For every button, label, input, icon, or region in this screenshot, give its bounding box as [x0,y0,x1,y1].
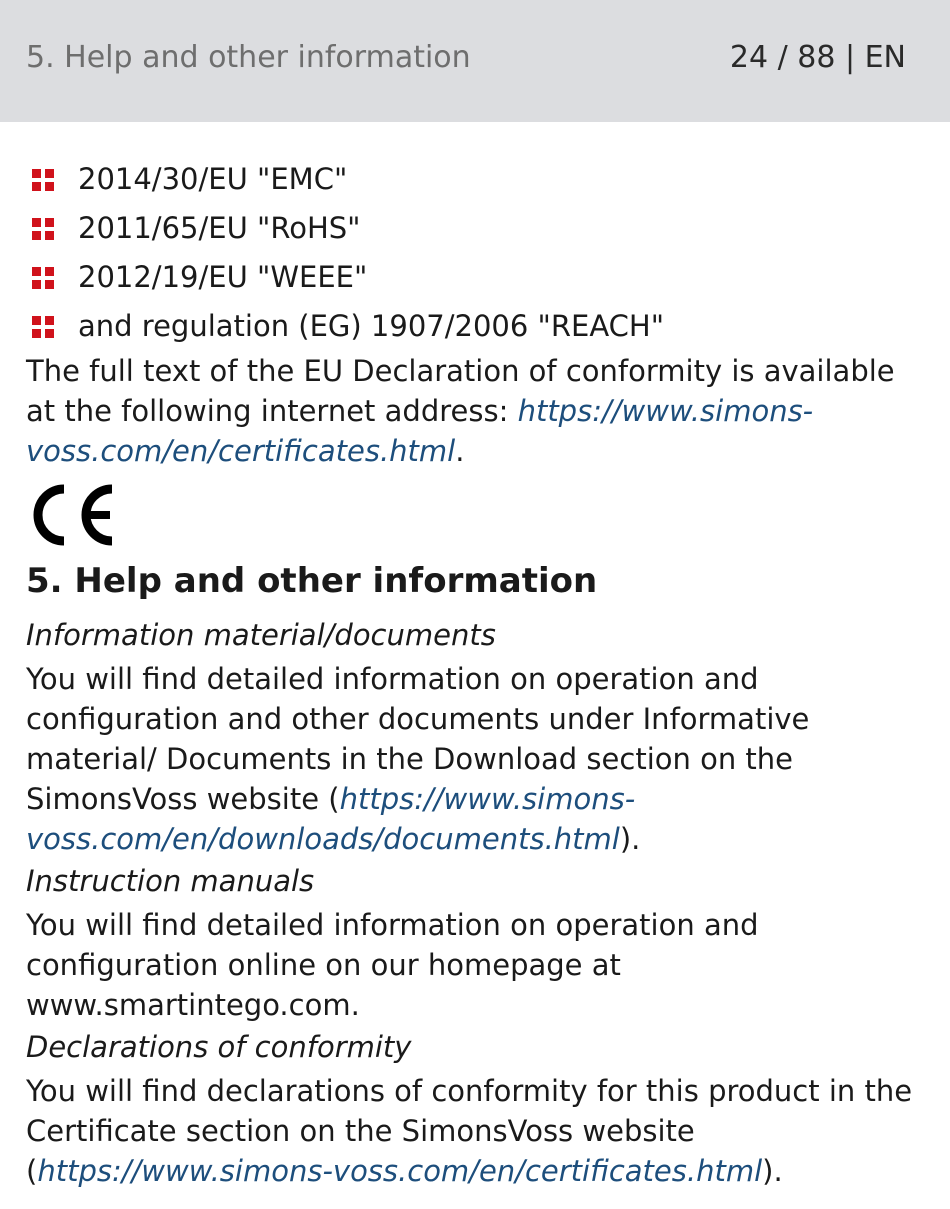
bullet-icon [32,316,54,338]
paragraph-text: You will find declarations of conformity for this product in the Certificate section on the SimonsVoss website ( [26,1074,913,1188]
bullet-icon [32,218,54,240]
paragraph-text: . [455,434,465,468]
downloads-link[interactable]: https://www.simons-voss.com/en/downloads/documents.html [26,782,636,856]
running-section-title: 5. Help and other information [26,40,471,75]
certificates-link[interactable]: https://www.simons-voss.com/en/certificates.html [26,394,814,468]
page-number: 24 / 88 | EN [729,40,906,75]
list-item [26,302,931,351]
paragraph-text: The full text of the EU Declaration of conformity is available at the following internet address: [26,354,895,428]
page-header [0,0,950,122]
subheading-declarations: Declarations of conformity [26,1030,412,1064]
list-item-text: and regulation (EG) 1907/2006 "REACH" [78,309,665,343]
declarations-paragraph [26,1071,931,1191]
directive-list [26,155,931,351]
list-item-text: 2011/65/EU "RoHS" [78,211,361,245]
page-content [26,155,931,1193]
paragraph-text: ). [762,1154,783,1188]
list-item-text: 2014/30/EU "EMC" [78,162,348,196]
list-item [26,204,931,253]
list-item [26,253,931,302]
section-heading: 5. Help and other information [26,561,598,601]
ce-mark-logo [26,483,931,547]
paragraph-text: ). [619,822,641,856]
subheading-manuals: Instruction manuals [26,864,315,898]
conformity-paragraph [26,351,931,471]
info-material-paragraph [26,659,931,859]
paragraph-text: You will find detailed information on operation and configuration and other documents under Informative material/ Documents in the Download section on the SimonsVoss website ( [26,662,810,816]
bullet-icon [32,267,54,289]
subheading-info-material: Information material/documents [26,618,496,652]
list-item-text: 2012/19/EU "WEEE" [78,260,368,294]
ce-mark-icon [26,483,116,547]
bullet-icon [32,169,54,191]
manuals-paragraph: You will find detailed information on operation and configuration online on our homepage at www.smartintego.com. [26,908,759,1022]
list-item [26,155,931,204]
certificates-link[interactable]: https://www.simons-voss.com/en/certificates.html [37,1154,763,1188]
